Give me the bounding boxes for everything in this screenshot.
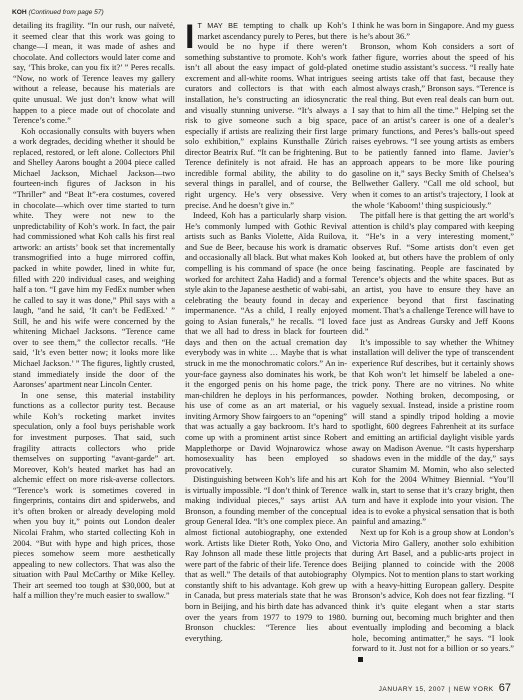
drop-cap: I <box>185 18 195 56</box>
paragraph: It’s impossible to say whether the Whitney installation will deliver the type of transcendent experience Ruf describes, but it certainly shows that Koh won’t let himself be labeled a one-trick pony. There are no vitrines. No white powder. Nothing broken, decomposing, or vaguely sexual. Instead, inside a pristine room will stand a spindly tripod holding a movie spotlight, 600 degrees Fahrenheit at its surface and emitting an artificial daylight visible yards away on Madison Avenue. “It casts hypersharp shadows even in the middle of the day,” says curator Shamim M. Momin, who also selected Koh for the 2004 Whitney Biennial. “You’ll walk in, start to sense that it’s crazy bright, then turn and have it explode into your vision. The idea is to evoke a physical sensation that is both painful and amazing.” <box>352 337 514 527</box>
paragraph: Indeed, Koh has a particularly sharp vision. He’s commonly lumped with Gothic Revival artists such as Banks Violette, Aïda Ruilova, and Sue de Beer, because his work is dramatic and occasionally all black. But what makes Koh compelling is his command of space (he once worked for architect Zaha Hadid) and a formal style akin to the Japanese aesthetic of wabi-sabi, celebrating the beauty found in decay and impermanence. “As a child, I really enjoyed going to Asian funerals,” he recalls. “I loved that we all had to dress in black for fourteen days and then on the actual cremation day everybody was in white … Maybe that is what struck in me the monochromatic colors.” An in-your-face gayness also dominates his work, be it the engorged penis on his home page, the man-children he deploys in his performances, his use of come as an art material, or his inviting Armory Show fairgoers to an “opening” that was actually a gay backroom. It’s hard to come up with a prominent artist since Robert Mapplethorpe or David Wojnarowicz whose homosexuality has been employed so provocatively. <box>185 211 347 474</box>
footer-separator: | <box>448 686 451 693</box>
lead-in: T MAY BE <box>197 21 239 30</box>
paragraph-text: Next up for Koh is a group show at London’s Victoria Miro Gallery, another solo exhibition during Art Basel, and a public-arts project in Beijing planned to coincide with the 2008 Olympics. Not to mention plans to start working with a heavy-hitting European gallery. Despite Bronson’s advice, Koh does not fear fizzling. “I think it’s quite elegant when a star starts burning out, becoming much brighter and then eventually imploding and becoming a black hole, becoming antimatter,” he says. “I look forward to it. Just not for a billion or so years.” <box>352 528 514 654</box>
page-number: 67 <box>498 682 511 694</box>
header-continued: (Continued from page 57) <box>28 9 104 16</box>
column-1 <box>13 21 175 602</box>
page-header <box>12 9 104 17</box>
paragraph: detailing its fragility. “In our rush, our naïveté, it seemed clear that this work was going to change—I mean, it was made of ashes and chocolate. And collectors would later come and say, ‘This broke, can you fix it?’ ” Peres recalls. “Now, no work of Terence leaves my gallery without a release, because his materials are quite unusual. We just don’t know what will happen to a piece made out of chocolate and Terence’s come.” <box>13 21 175 126</box>
issue-date: JANUARY 15, 2007 <box>378 686 446 693</box>
paragraph: Distinguishing between Koh’s life and his art is virtually impossible. “I don’t think of Terence making individual pieces,” says artist AA Bronson, a founding member of the conceptual group General Idea. “It’s one complex piece. An almost fictional autobiography, one extended work. Artists like Dieter Roth, Yoko Ono, and Ray Johnson all made these little projects that were part of the fabric of their life. Terence does that as well.” The details of that autobiography constantly shift to his advantage. Koh grew up in Canada, but press materials state that he was born in Beijing, and his birth date has advanced over the years from 1977 to 1979 to 1980. Bronson chuckles: “Terence lies about everything. <box>185 475 347 643</box>
column-2 <box>185 18 347 644</box>
column-3 <box>352 21 514 665</box>
final-paragraph <box>352 528 514 665</box>
opening-paragraph <box>185 18 347 211</box>
paragraph: The pitfall here is that getting the art world’s attention is child’s play compared with keeping it. “He’s in a very interesting moment,” observes Ruf. “Some artists don’t even get looked at, but others have the problem of only being fascinating. People are fascinated by Terence’s objects and the white spaces. But as an artist, you have to ensure they have an experience beyond that first fascinating moment. That’s a challenge Terence will have to face just as Andreas Gursky and Jeff Koons did.” <box>352 211 514 337</box>
paragraph: Koh occasionally consults with buyers when a work degrades, deciding whether it should be replaced, restored, or left alone. Collectors Phil and Shelley Aarons bought a 2004 piece called Michael Jackson, Michael Jackson—two fourteen-inch figures of Jackson in his “Thriller” and “Beat It”-era costumes, covered in chocolate—which over time started to turn white. They were not new to the unpredictability of Koh’s work. In fact, the pair had commissioned what Koh calls his first real artwork: an artists’ book set that incrementally transmogrified into a huge mirrored coffin, packed in white powder, lined in white fur, filled with 220 individual cases, and weighing half a ton. “I gave him my FedEx number when he called to say it was done,” Phil says with a laugh, “and he said, ‘It can’t be FedExed.’ ” Still, he and his wife were concerned by the whitening Michael Jacksons. “Terence came over to see them,” the collector recalls. “He said, ‘It’s even better now; it looks more like Michael Jackson.’ ” The figures, lightly crusted, stand immediately inside the door of the Aaronses’ apartment near Lincoln Center. <box>13 126 175 390</box>
header-name: KOH <box>12 9 27 16</box>
paragraph: I think he was born in Singapore. And my guess is he’s about 36.” <box>352 21 514 41</box>
paragraph: Bronson, whom Koh considers a sort of father figure, worries about the speed of his onetime studio assistant’s success. “I really hate seeing artists take off that fast, because they almost always crash,” Bronson says. “Terence is the real thing. But even real deals can burn out. I say that to him all the time.” Helping set the pace of an artist’s career is one of a dealer’s primary functions, and Peres’s balls-out speed raises eyebrows. “I see young artists as embers to be patiently fanned into flame. Javier’s approach appears to be more like pouring gasoline on it,” says Becky Smith of Chelsea’s Bellwether Gallery. “Call me old school, but when it comes to an artist’s trajectory, I look at the whole ‘Kaboom!’ thing suspiciously.” <box>352 42 514 210</box>
paragraph: In one sense, this material instability functions as a collector purity test. Because while Koh’s rocketing market invites speculation, only a fool buys perishable work for investment purposes. That said, such fragility attracts collectors who pride themselves on supporting “avant-garde” art. Moreover, Koh’s heated market has had an alchemic effect on more risk-averse collectors. “Terence’s work is sometimes covered in fingerprints, contains dirt and spiderwebs, and it’s often broken or already developing mold when you buy it,” points out London dealer Nicolai Frahm, who started collecting Koh in 2004. “But with hype and high prices, those pieces somehow seem more aesthetically appealing to new collectors. That was also the situation with Paul McCarthy or Mike Kelley. Their art seemed too tough at $30,000, but at half a million they’re much easier to swallow.” <box>13 390 175 601</box>
page-footer <box>379 682 511 694</box>
end-mark-icon <box>358 657 363 662</box>
magazine-name: NEW YORK <box>453 686 494 693</box>
paragraph-text: tempting to chalk up Koh’s market ascendancy purely to Peres, but there would be no hype if there weren’t something substantive to promote. Koh’s work isn’t all about the easy impact of gold-plated excrement and all-white rooms. What intrigues curators and collectors is that with each installation, he’s constructing an idiosyncratic and visually stunning universe. “It’s always a risk to give someone such a big space, especially if artists are realizing their first large solo exhibition,” explains Kunsthalle Zürich director Beatrix Ruf. “It can be frightening. But Terence definitely is not afraid. He has an incredible formal ability, the ability to do several things in parallel, and of course, the right urgency. He’s very obsessive. Very precise. And he doesn’t give in.” <box>185 21 347 210</box>
